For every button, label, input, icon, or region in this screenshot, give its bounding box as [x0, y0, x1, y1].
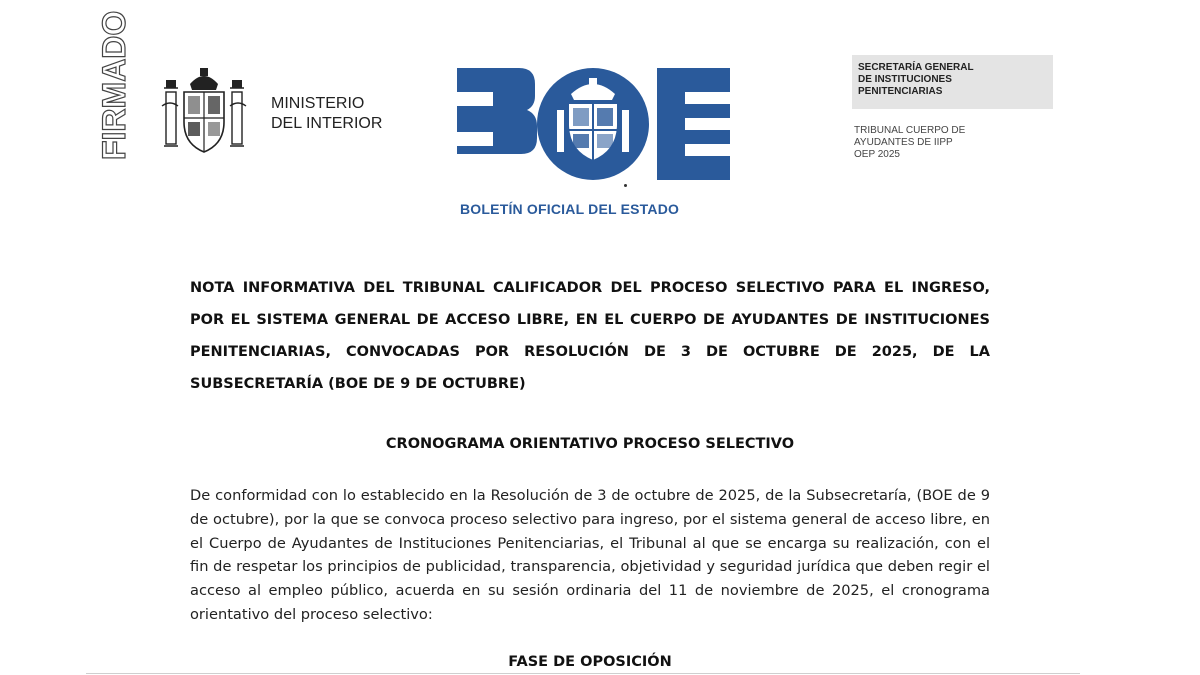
boe-dot — [624, 184, 627, 187]
document-heading: NOTA INFORMATIVA DEL TRIBUNAL CALIFICADOR DEL PROCESO SELECTIVO PARA EL INGRESO, POR EL SISTEMA GENERAL DE ACCESO LIBRE, EN EL CUERPO DE AYUDANTES DE INSTITUCIONES PENITENCIARIAS, CONVOCADAS POR RESOLUCIÓN DE 3 DE OCTUBRE DE 2025, DE LA SUBSECRETARÍA (BOE DE 9 DE OCTUBRE) — [190, 280, 990, 392]
firmado-stamp: FIRMADO — [96, 10, 132, 160]
secretaria-line-3: PENITENCIARIAS — [858, 86, 943, 97]
ministry-line-1: MINISTERIO — [271, 95, 365, 112]
document-paragraph: De conformidad con lo establecido en la Resolución de 3 de octubre de 2025, de la Subsecretaría, (BOE de 9 de octubre), por la que se convoca proceso selectivo para ingreso, por el sistema general de acceso libre, en el Cuerpo de Ayudantes de Instituciones Penitenciarias, el Tribunal al que se encarga su realización, con el fin de respetar los principios de publicidad, transparencia, objetividad y seguridad jurídica que deben regir el acceso al empleo público, acuerda en su sesión ordinaria del 11 de noviembre de 2025, el cronograma orientativo del proceso selectivo: — [190, 487, 990, 623]
tribunal-line-2: AYUDANTES DE IIPP — [854, 137, 953, 148]
section-heading: FASE DE OPOSICIÓN — [508, 654, 672, 670]
boe-caption: BOLETÍN OFICIAL DEL ESTADO — [460, 201, 680, 217]
secretaria-line-1: SECRETARÍA GENERAL — [858, 62, 974, 73]
document-subheading: CRONOGRAMA ORIENTATIVO PROCESO SELECTIVO — [385, 436, 795, 452]
tribunal-line-1: TRIBUNAL CUERPO DE — [854, 125, 966, 136]
secretaria-line-2: DE INSTITUCIONES — [858, 74, 952, 85]
ministry-line-2: DEL INTERIOR — [271, 115, 383, 132]
tribunal-line-3: OEP 2025 — [854, 149, 900, 160]
tribunal-info — [854, 125, 965, 161]
boe-logo-icon — [457, 68, 730, 180]
secretaria-box — [852, 55, 1053, 109]
ministry-name — [271, 94, 382, 134]
bottom-divider — [86, 673, 1080, 674]
coat-of-arms-icon — [160, 66, 248, 156]
